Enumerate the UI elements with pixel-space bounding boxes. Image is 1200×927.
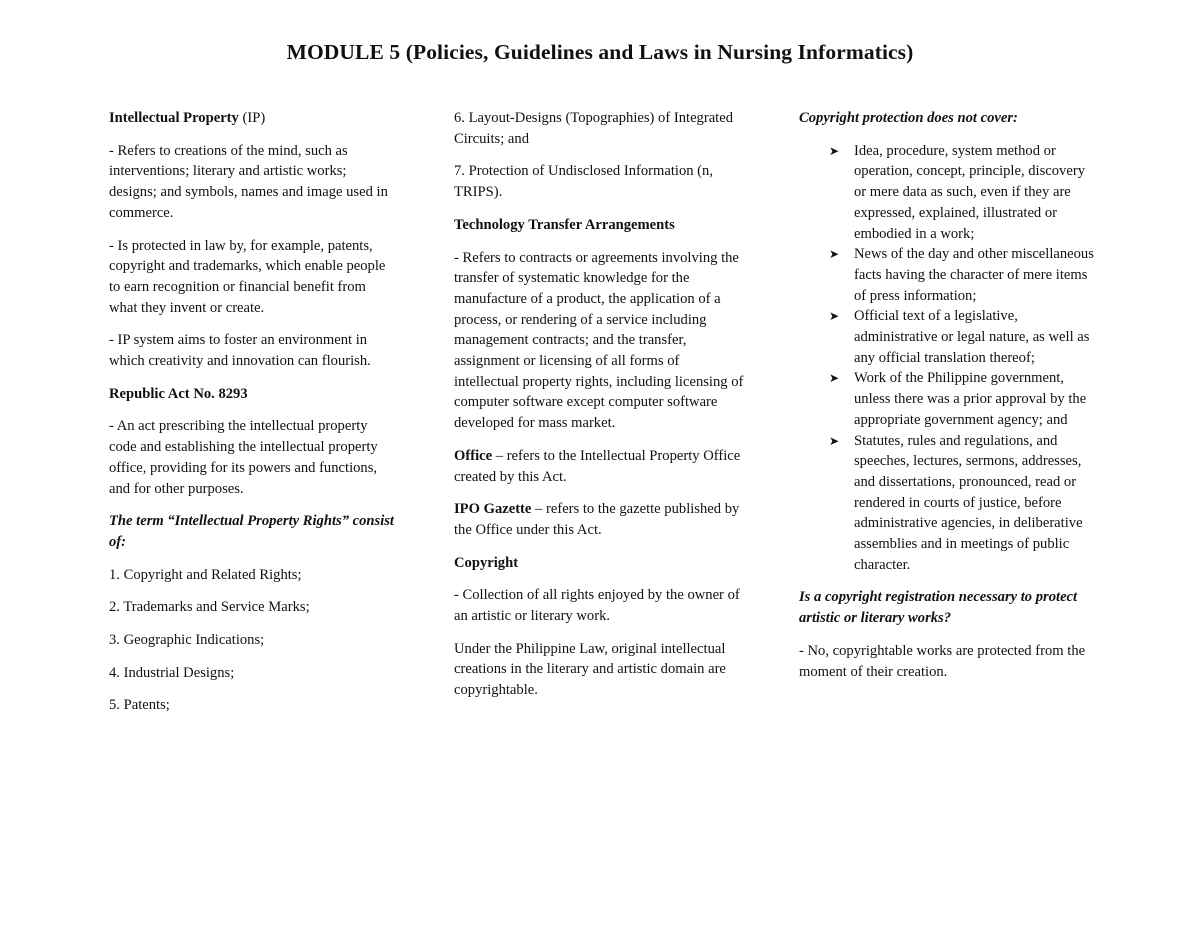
list-item (799, 141, 1099, 245)
ipr-term-heading: The term “Intellectual Property Rights” consist of: (109, 513, 394, 550)
office-term: Office (454, 447, 493, 464)
copyright-heading: Copyright (454, 554, 519, 571)
tta-definition: - Refers to contracts or agreements involving the transfer of systematic knowledge for the manufacture of a product, the application of a process, or rendering of a service including management contracts; and the transfer, assignment or licensing of all forms of intellectual property rights, including licensing of computer software except computer software developed for mass market. (454, 249, 744, 432)
not-cover-heading: Copyright protection does not cover: (799, 110, 1018, 126)
list-item (799, 368, 1099, 430)
arrow-bullet-icon: ➤ (829, 143, 840, 158)
list-item (799, 431, 1099, 576)
ip-heading (109, 108, 394, 129)
registration-answer: - No, copyrightable works are protected from the moment of their creation. (799, 642, 1086, 680)
ipr-list-item: 6. Layout-Designs (Topographies) of Integrated Circuits; and (454, 110, 734, 147)
arrow-bullet-icon: ➤ (829, 371, 840, 386)
list-item-text: Official text of a legislative, administrative or legal nature, as well as any official translation thereof; (854, 308, 1090, 366)
list-item (799, 244, 1099, 306)
ipr-list-item: 4. Industrial Designs; (109, 664, 235, 681)
page-title: MODULE 5 (Policies, Guidelines and Laws in Nursing Informatics) (286, 40, 914, 64)
arrow-bullet-icon: ➤ (829, 433, 840, 448)
ra-heading: Republic Act No. 8293 (109, 385, 248, 402)
list-item (799, 306, 1099, 368)
ip-heading-bold: Intellectual Property (109, 110, 239, 126)
office-definition (454, 446, 744, 487)
ipr-list-item: 1. Copyright and Related Rights; (109, 566, 302, 583)
registration-question: Is a copyright registration necessary to protect artistic or literary works? (799, 589, 1078, 627)
ipr-list-item: 5. Patents; (109, 697, 170, 714)
gazette-def-text: – refers to the gazette published by the Office under this Act. (454, 501, 740, 538)
tta-heading: Technology Transfer Arrangements (454, 216, 675, 233)
ip-heading-rest: (IP) (238, 110, 266, 126)
ipr-list-item: 2. Trademarks and Service Marks; (109, 599, 310, 616)
arrow-bullet-icon: ➤ (829, 247, 840, 262)
column-left (109, 108, 394, 728)
ra-definition: - An act prescribing the intellectual property code and establishing the intellectual property office, providing for its powers and functions, and for other purposes. (109, 418, 378, 497)
list-item-text: News of the day and other miscellaneous facts having the character of mere items of press information; (854, 246, 1094, 304)
list-item-text: Work of the Philippine government, unless there was a prior approval by the appropriate government agency; and (854, 370, 1087, 428)
ip-definition-2: - Is protected in law by, for example, patents, copyright and trademarks, which enable people to earn recognition or financial benefit from what they invent or create. (109, 237, 386, 316)
column-middle (454, 108, 744, 713)
ip-definition-3: - IP system aims to foster an environment in which creativity and innovation can flourish. (109, 332, 371, 370)
arrow-bullet-icon: ➤ (829, 309, 840, 324)
office-def-text: – refers to the Intellectual Property Office created by this Act. (454, 447, 741, 485)
list-item-text: Statutes, rules and regulations, and speeches, lectures, sermons, addresses, and dissertations, pronounced, read or rendered in courts of justice, before administrative agencies, in deliberative assemblies and in meetings of public character. (854, 432, 1083, 573)
ipr-list-item: 7. Protection of Undisclosed Information (n, TRIPS). (454, 163, 713, 201)
ip-definition-1: - Refers to creations of the mind, such as interventions; literary and artistic works; designs; and symbols, names and image used in commerce. (109, 142, 388, 221)
copyright-definition: - Collection of all rights enjoyed by the owner of an artistic or literary work. (454, 587, 740, 625)
not-cover-list (799, 141, 1099, 576)
gazette-definition (454, 499, 744, 540)
list-item-text: Idea, procedure, system method or operation, concept, principle, discovery or mere data as such, even if they are expressed, explained, illustrated or embodied in a work; (854, 142, 1085, 242)
column-right (799, 108, 1099, 694)
gazette-term: IPO Gazette (454, 501, 532, 518)
ipr-list-item: 3. Geographic Indications; (109, 632, 265, 649)
copyright-law: Under the Philippine Law, original intellectual creations in the literary and artistic domain are copyrightable. (454, 640, 726, 699)
